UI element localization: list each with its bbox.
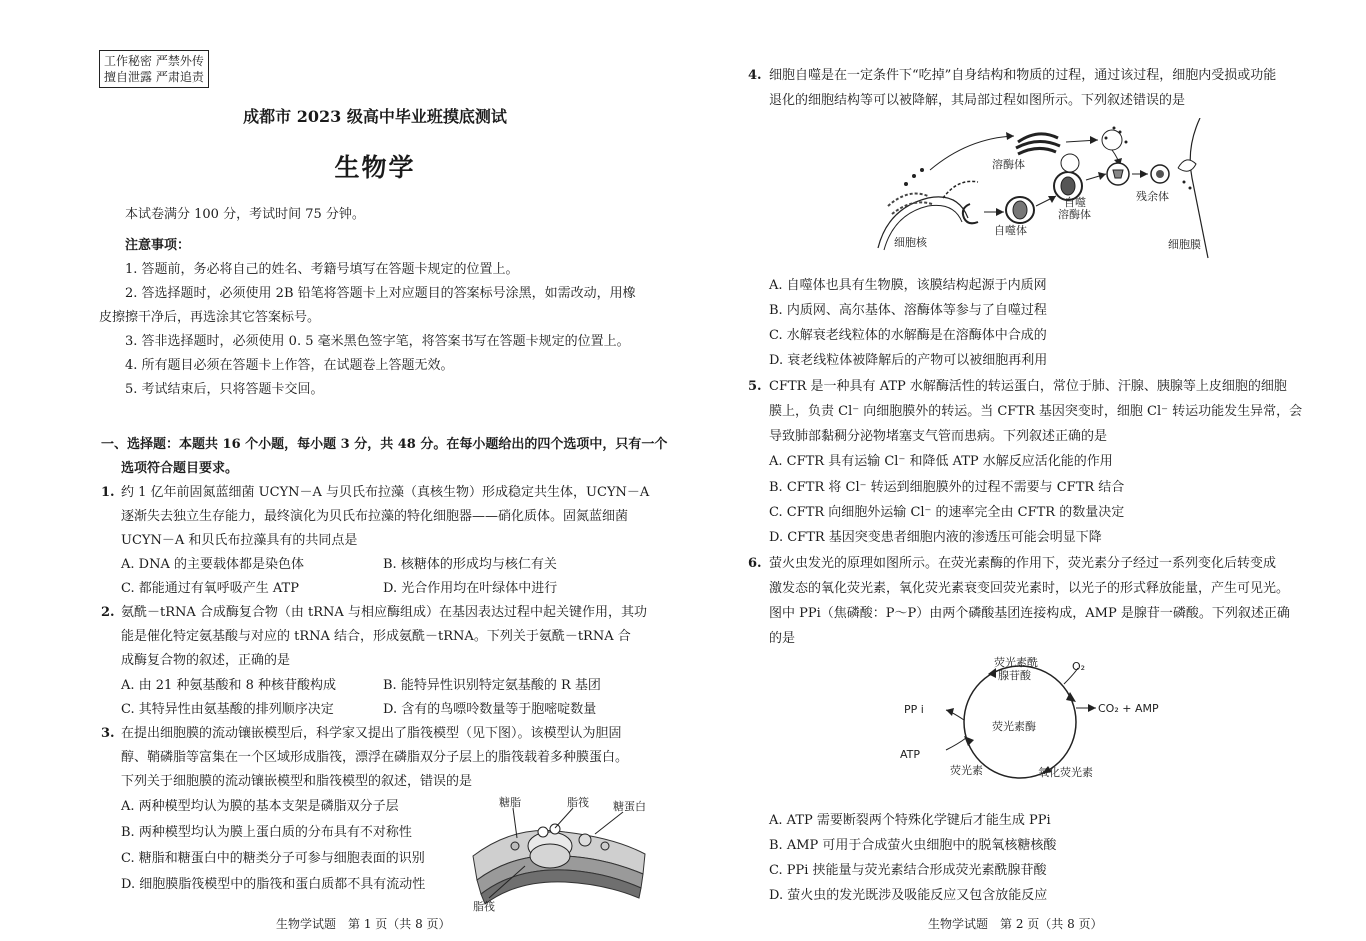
question-stem: CFTR 是一种具有 ATP 水解酶活性的转运蛋白，常位于肺、汗腺、胰腺等上皮细胞的细胞	[769, 379, 1287, 394]
figure-label: 糖蛋白	[613, 800, 646, 813]
answer-option: B. 核糖体的形成均与核仁有关	[383, 557, 557, 572]
question-stem: 激发态的氧化荧光素，氧化荧光素衰变回荧光素时，以光子的形式释放能量，产生可见光。	[769, 581, 1290, 596]
question-stem: 膜上，负责 Cl⁻ 向细胞膜外的转运。当 CFTR 基因突变时，细胞 Cl⁻ 转运功能发生异常，会	[769, 404, 1303, 419]
question-stem: 导致肺部黏稠分泌物堵塞支气管而患病。下列叙述正确的是	[769, 429, 1108, 444]
section-heading: 选项符合题目要求。	[121, 461, 239, 476]
lipid-raft-figure	[455, 794, 655, 912]
answer-option: C. PPi 挟能量与荧光素结合形成荧光素酰腺苷酸	[769, 863, 1047, 878]
right-page	[690, 0, 1366, 941]
answer-option: C. 糖脂和糖蛋白中的糖类分子可参与细胞表面的识别	[121, 851, 425, 866]
autophagy-figure	[868, 118, 1220, 262]
question-stem: 萤火虫发光的原理如图所示。在荧光素酶的作用下，荧光素分子经过一系列变化后转变成	[769, 556, 1277, 571]
figure-label: 细胞核	[894, 236, 927, 249]
figure-label: 溶酶体	[1058, 208, 1091, 221]
figure-label: 荧光素酶	[992, 720, 1036, 733]
answer-option: A. 由 21 种氨基酸和 8 种核苷酸构成	[121, 678, 336, 693]
stamp-line: 擅自泄露 严肃追责	[104, 70, 204, 84]
answer-option: A. ATP 需要断裂两个特殊化学键后才能生成 PPi	[769, 813, 1051, 828]
subject-title: 生物学	[334, 153, 416, 182]
notice-item: 4. 所有题目必须在答题卡上作答，在试题卷上答题无效。	[125, 358, 454, 373]
answer-option: C. 水解衰老线粒体的水解酶是在溶酶体中合成的	[769, 328, 1047, 343]
answer-option: A. DNA 的主要载体都是染色体	[121, 557, 304, 572]
question-number: 1.	[101, 485, 115, 500]
answer-option: D. 衰老线粒体被降解后的产物可以被细胞再利用	[769, 353, 1048, 368]
figure-label: 细胞膜	[1168, 238, 1201, 251]
question-number: 4.	[748, 68, 762, 83]
notice-item: 2. 答选择题时，必须使用 2B 铅笔将答题卡上对应题目的答案标号涂黑，如需改动，用橡	[125, 286, 636, 301]
answer-option: D. 光合作用均在叶绿体中进行	[383, 581, 558, 596]
answer-option: C. 都能通过有氧呼吸产生 ATP	[121, 581, 299, 596]
notice-item: 5. 考试结束后，只将答题卡交回。	[125, 382, 324, 397]
exam-title: 成都市 2023 级高中毕业班摸底测试	[243, 107, 507, 126]
question-number: 5.	[748, 379, 762, 394]
question-stem: 在提出细胞膜的流动镶嵌模型后，科学家又提出了脂筏模型（见下图）。该模型认为胆固	[121, 726, 622, 741]
question-stem: 细胞自噬是在一定条件下“吃掉”自身结构和物质的过程，通过该过程，细胞内受损或功能	[769, 68, 1277, 83]
answer-option: B. AMP 可用于合成萤火虫细胞中的脱氧核糖核酸	[769, 838, 1057, 853]
figure-label: 溶酶体	[992, 158, 1025, 171]
figure-label: 自噬体	[994, 224, 1027, 237]
figure-label: 氧化荧光素	[1038, 766, 1093, 779]
answer-option: B. CFTR 将 Cl⁻ 转运到细胞膜外的过程不需要与 CFTR 结合	[769, 480, 1125, 495]
question-stem: 能是催化特定氨基酸与对应的 tRNA 结合，形成氨酰－tRNA。下列关于氨酰－tRNA 合	[121, 629, 631, 644]
answer-option: C. 其特异性由氨基酸的排列顺序决定	[121, 702, 334, 717]
answer-option: C. CFTR 向细胞外运输 Cl⁻ 的速率完全由 CFTR 的数量决定	[769, 505, 1125, 520]
question-number: 3.	[101, 726, 115, 741]
notice-item: 1. 答题前，务必将自己的姓名、考籍号填写在答题卡规定的位置上。	[125, 262, 519, 277]
question-stem: 下列关于细胞膜的流动镶嵌模型和脂筏模型的叙述，错误的是	[121, 774, 473, 789]
answer-option: A. CFTR 具有运输 Cl⁻ 和降低 ATP 水解反应活化能的作用	[769, 454, 1113, 469]
question-stem: 退化的细胞结构等可以被降解，其局部过程如图所示。下列叙述错误的是	[769, 93, 1186, 108]
luciferase-cycle-figure	[900, 650, 1190, 790]
question-stem: 图中 PPi（焦磷酸：P～P）由两个磷酸基团连接构成，AMP 是腺苷一磷酸。下列叙述正确	[769, 606, 1290, 621]
answer-option: B. 两种模型均认为膜上蛋白质的分布具有不对称性	[121, 825, 412, 840]
figure-label: O₂	[1072, 660, 1086, 673]
figure-label: 糖脂	[499, 796, 521, 809]
question-stem: 逐渐失去独立生存能力，最终演化为贝氏布拉藻的特化细胞器——硝化质体。固氮蓝细菌	[121, 509, 629, 524]
stamp-line: 工作秘密 严禁外传	[104, 54, 204, 68]
figure-label: ATP	[900, 748, 921, 761]
figure-label: PP i	[904, 703, 924, 716]
figure-label: CO₂ + AMP	[1098, 702, 1159, 715]
question-stem: 氨酰－tRNA 合成酶复合物（由 tRNA 与相应酶组成）在基因表达过程中起关键作用，其功	[121, 605, 647, 620]
answer-option: D. 细胞膜脂筏模型中的脂筏和蛋白质都不具有流动性	[121, 877, 426, 892]
notice-item: 皮擦擦干净后，再选涂其它答案标号。	[99, 310, 321, 325]
question-number: 2.	[101, 605, 115, 620]
page-footer: 生物学试题 第 1 页（共 8 页）	[276, 917, 451, 931]
figure-label: 脂筏	[567, 796, 589, 809]
answer-option: B. 能特异性识别特定氨基酸的 R 基团	[383, 678, 601, 693]
section-heading: 一、选择题：本题共 16 个小题，每小题 3 分，共 48 分。在每小题给出的四个选项中，只有一个	[101, 437, 668, 452]
question-stem: UCYN－A 和贝氏布拉藻具有的共同点是	[121, 533, 358, 548]
notice-title: 注意事项：	[125, 238, 191, 253]
figure-label: 残余体	[1136, 190, 1169, 203]
confidential-stamp	[99, 50, 209, 88]
question-number: 6.	[748, 556, 762, 571]
page-footer: 生物学试题 第 2 页（共 8 页）	[928, 917, 1103, 931]
answer-option: D. 萤火虫的发光既涉及吸能反应又包含放能反应	[769, 888, 1048, 903]
question-stem: 醇、鞘磷脂等富集在一个区域形成脂筏，漂浮在磷脂双分子层上的脂筏载着多种膜蛋白。	[121, 750, 629, 765]
figure-label: 自噬	[1064, 196, 1086, 209]
notice-item: 3. 答非选择题时，必须使用 0. 5 毫米黑色签字笔，将答案书写在答题卡规定的位置上。	[125, 334, 630, 349]
answer-option: D. 含有的鸟嘌呤数量等于胞嘧啶数量	[383, 702, 597, 717]
question-stem: 成酶复合物的叙述，正确的是	[121, 653, 291, 668]
exam-intro: 本试卷满分 100 分，考试时间 75 分钟。	[125, 207, 365, 222]
answer-option: B. 内质网、高尔基体、溶酶体等参与了自噬过程	[769, 303, 1047, 318]
question-stem: 的是	[769, 631, 796, 646]
figure-label: 荧光素酰	[994, 656, 1038, 669]
answer-option: A. 两种模型均认为膜的基本支架是磷脂双分子层	[121, 799, 399, 814]
answer-option: D. CFTR 基因突变患者细胞内液的渗透压可能会明显下降	[769, 530, 1102, 545]
figure-label: 荧光素	[950, 764, 983, 777]
answer-option: A. 自噬体也具有生物膜，该膜结构起源于内质网	[769, 278, 1047, 293]
figure-label: 腺苷酸	[998, 669, 1031, 682]
figure-label: 脂筏	[473, 900, 495, 912]
question-stem: 约 1 亿年前固氮蓝细菌 UCYN－A 与贝氏布拉藻（真核生物）形成稳定共生体，UCYN－A	[121, 485, 650, 500]
